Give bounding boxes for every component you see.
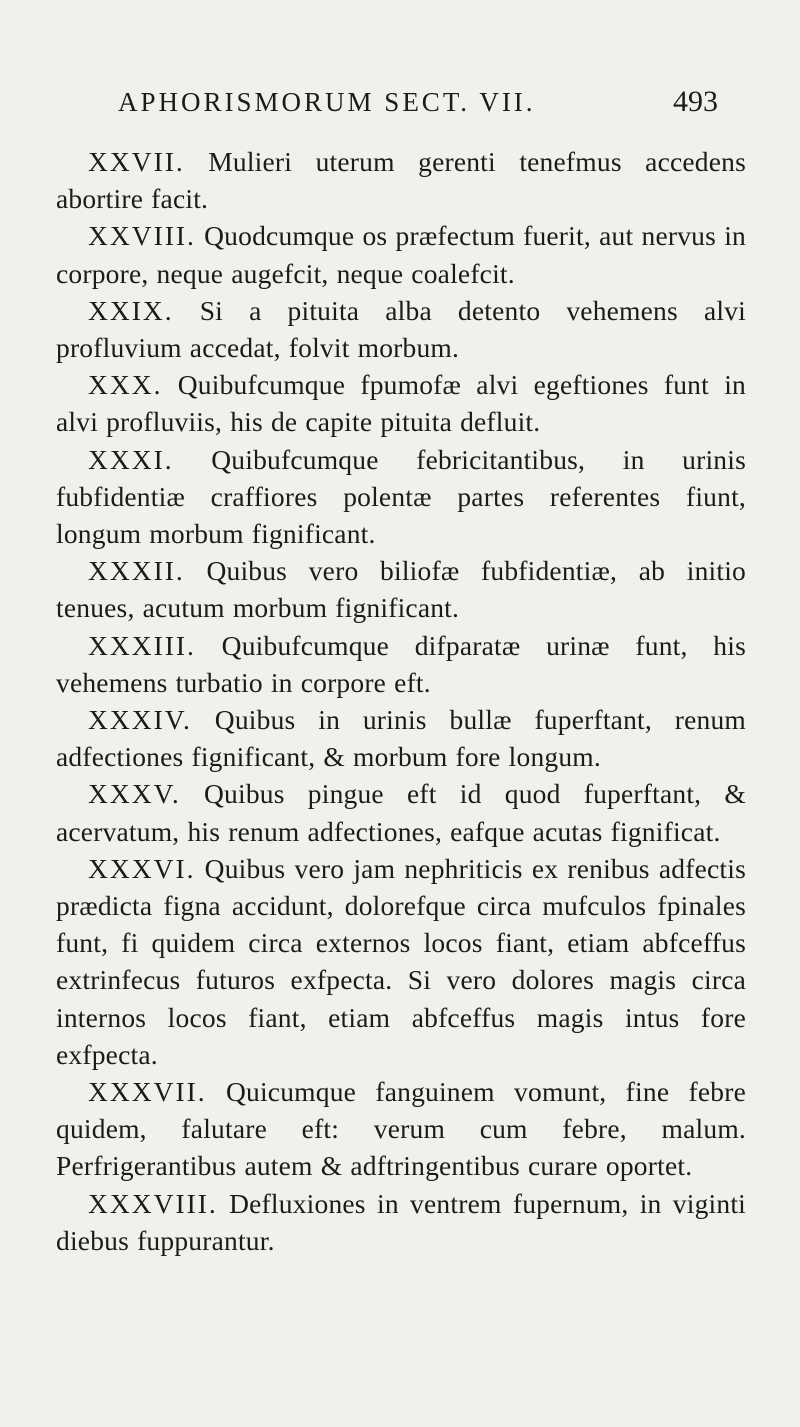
aphorism-number: XXXIV. bbox=[88, 704, 192, 736]
aphorism-text: Quibus vero jam nephriticis ex renibus adfectis prædicta figna accidunt, dolorefque circa mufculos fpinales funt, fi quidem circa externos locos fiant, etiam abfceffus extrinfecus futuros exfpecta. Si vero dolores magis circa internos locos fiant, etiam abfceffus magis intus fore exfpecta. bbox=[56, 852, 746, 1070]
aphorism-text: Mulieri uterum gerenti tenefmus accedens abortire facit. bbox=[56, 146, 746, 215]
aphorism-text: Quibufcumque febricitantibus, in urinis fubfidentiæ craffiores polentæ partes referentes fiunt, longum morbum fignificant. bbox=[56, 443, 746, 550]
aphorism bbox=[56, 627, 746, 701]
aphorism-number: XXVII. bbox=[88, 146, 185, 177]
aphorism-number: XXIX. bbox=[88, 294, 174, 326]
aphorism bbox=[56, 441, 746, 553]
aphorism bbox=[56, 217, 746, 291]
running-head: APHORISMORUM SECT. VII. bbox=[118, 87, 536, 117]
aphorism bbox=[56, 1185, 746, 1259]
aphorism-number: XXXVII. bbox=[88, 1076, 207, 1108]
aphorism-number: XXXVI. bbox=[88, 852, 196, 884]
aphorism-number: XXXIII. bbox=[88, 629, 196, 661]
aphorism bbox=[56, 701, 746, 775]
aphorism-text: Quibus pingue eft id quod fuperftant, & acervatum, his renum adfectiones, eafque acutas fignificat. bbox=[56, 778, 746, 847]
aphorism-list bbox=[56, 143, 746, 1259]
aphorism-number: XXXV. bbox=[88, 778, 181, 810]
aphorism-text: Quicumque fanguinem vomunt, fine febre quidem, falutare eft: verum cum febre, malum. Perfrigerantibus autem & adftringentibus curare oportet. bbox=[56, 1076, 747, 1182]
aphorism bbox=[56, 366, 746, 440]
page-number: 493 bbox=[673, 85, 718, 118]
aphorism-number: XXXII. bbox=[88, 555, 185, 587]
aphorism-text: Quibus in urinis bullæ fuperftant, renum adfectiones fignificant, & morbum fore longum. bbox=[56, 704, 747, 773]
aphorism-number: XXX. bbox=[88, 369, 163, 401]
aphorism-number: XXXVIII. bbox=[88, 1187, 218, 1219]
aphorism bbox=[56, 552, 746, 626]
aphorism bbox=[56, 775, 746, 849]
aphorism-number: XXVIII. bbox=[88, 220, 196, 252]
aphorism bbox=[56, 292, 746, 366]
aphorism-text: Quodcumque os præfectum fuerit, aut nervus in corpore, neque augefcit, neque coalefcit. bbox=[56, 220, 746, 289]
aphorism-text: Defluxiones in ventrem fupernum, in viginti diebus fuppurantur. bbox=[56, 1187, 747, 1256]
aphorism-number: XXXI. bbox=[88, 443, 174, 475]
aphorism bbox=[56, 143, 746, 217]
aphorism bbox=[56, 1073, 746, 1185]
aphorism-text: Quibufcumque difparatæ urinæ funt, his vehemens turbatio in corpore eft. bbox=[56, 629, 746, 698]
aphorism bbox=[56, 850, 746, 1073]
aphorism-text: Si a pituita alba detento vehemens alvi profluvium accedat, folvit morbum. bbox=[56, 294, 746, 364]
aphorism-text: Quibufcumque fpumofæ alvi egeftiones funt in alvi profluviis, his de capite pituita defluit. bbox=[56, 369, 746, 438]
page-header bbox=[118, 80, 718, 124]
aphorism-text: Quibus vero biliofæ fubfidentiæ, ab initio tenues, acutum morbum fignificant. bbox=[56, 555, 746, 624]
